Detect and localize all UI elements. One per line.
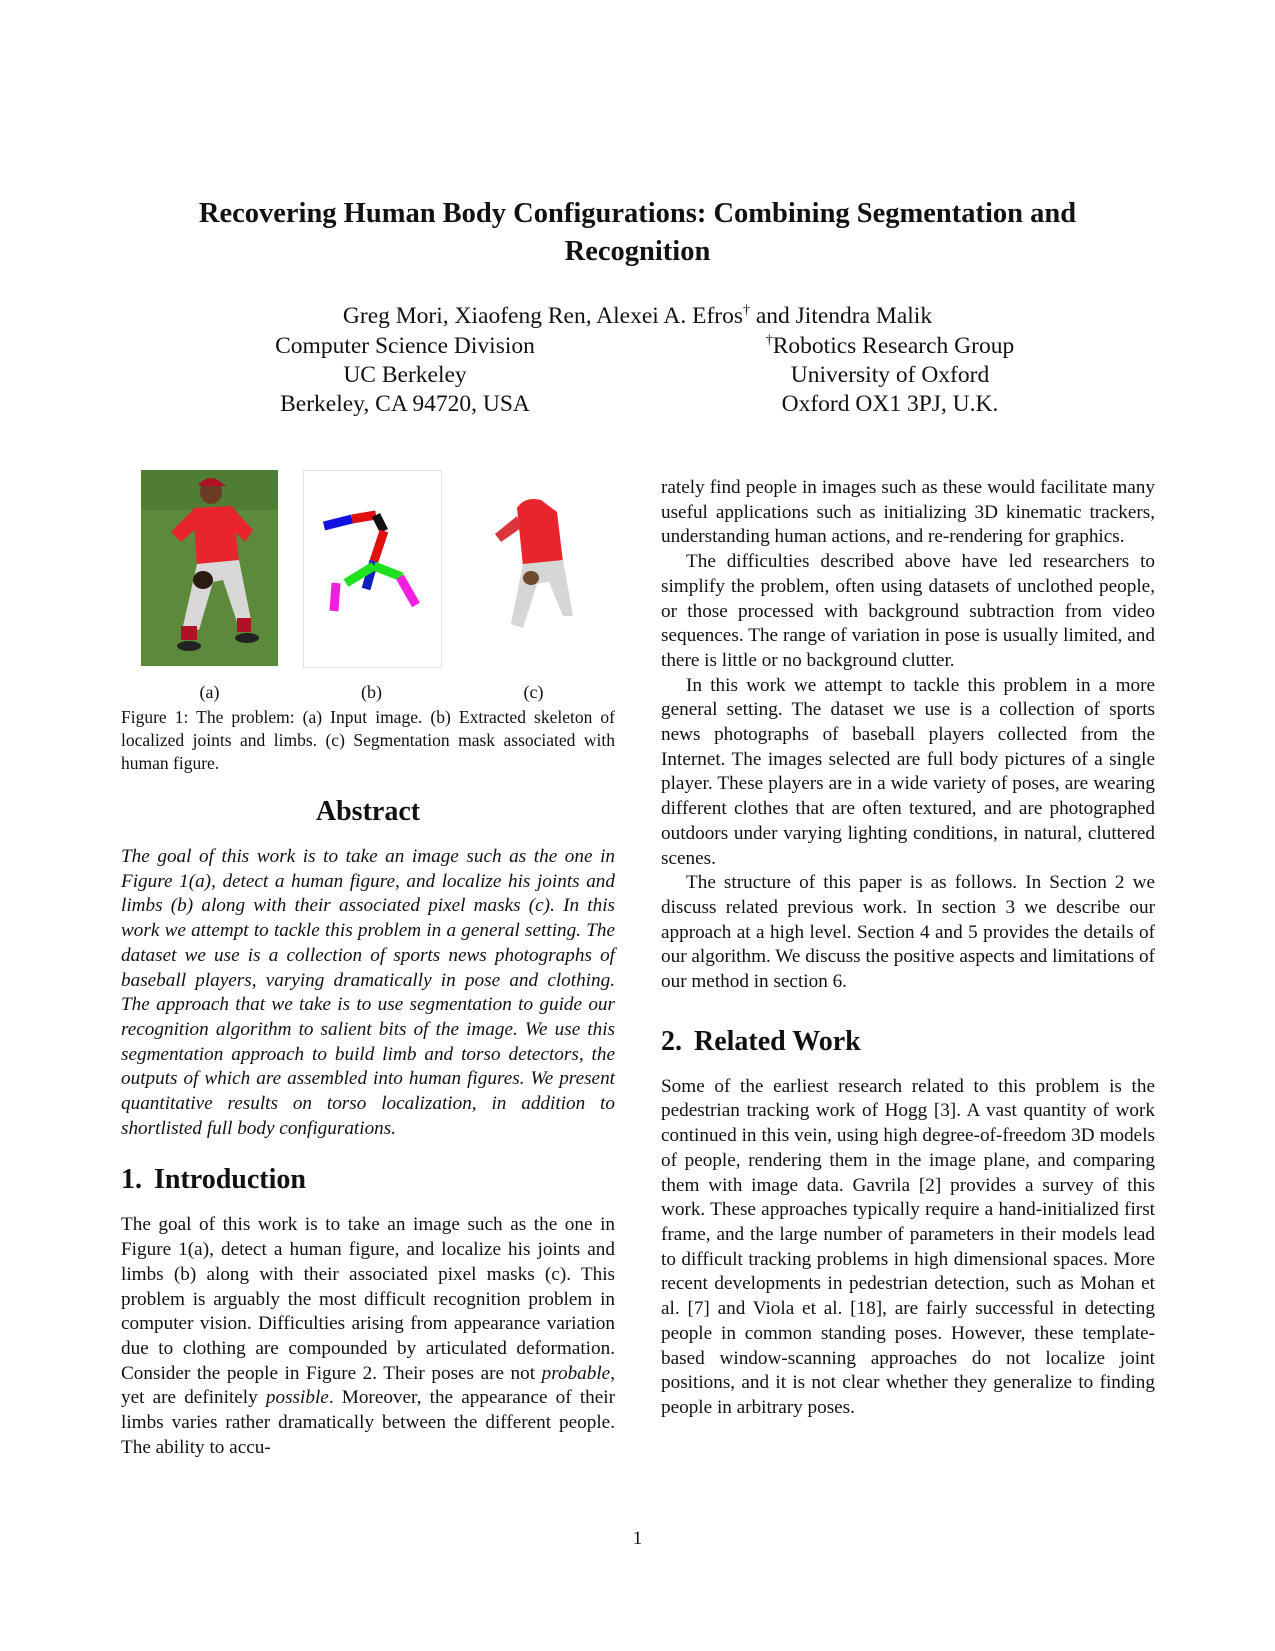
author-last: and Jitendra Malik bbox=[749, 303, 933, 329]
sublabel-a: (a) bbox=[199, 682, 220, 702]
section-number: 2. bbox=[661, 1025, 682, 1057]
affiliation-text: Robotics Research Group bbox=[772, 333, 1015, 359]
skeleton-image bbox=[303, 470, 442, 668]
right-column bbox=[661, 476, 1155, 1421]
affiliation-line: University of Oxford bbox=[790, 362, 990, 388]
segmentation-mask-image bbox=[465, 470, 602, 666]
intro-paragraph-continued: rately find people in images such as these would facilitate many useful applications such as initializing 3D kinematic trackers, understanding human actions, and re-rendering for graphics. bbox=[661, 477, 1155, 548]
intro-paragraph: In this work we attempt to tackle this problem in a more general setting. The dataset we use is a collection of sports news photographs of baseball players collected from the Internet. The images selected are full body pictures of a single player. These players are in a wide variety of poses, are wearing different clothes that are often textured, and are photographed outdoors under varying lighting conditions, in natural, cluttered scenes. bbox=[661, 674, 1155, 869]
text-run: The goal of this work is to take an image such as the one in Figure 1(a), detect a human figure, and localize his joints and limbs (b) along with their associated pixel masks (c). This problem is arguably the most difficult recognition problem in computer vision. Difficulties arising from appearance variation due to clothing are compounded by articulated deformation. Consider the people in Figure 2. Their poses are not bbox=[121, 1214, 615, 1384]
segmentation-mask-drawing bbox=[465, 470, 602, 666]
paper-title: Recovering Human Body Configurations: Combining Segmentation and Recognition bbox=[198, 198, 1077, 267]
section-number: 1. bbox=[121, 1164, 142, 1196]
dagger-mark: † bbox=[742, 303, 750, 319]
abstract-text: The goal of this work is to take an image such as the one in Figure 1(a), detect a human figure, and localize his joints and limbs (b) along with their associated pixel masks (c). In this work we attempt to tackle this problem in a general setting. The dataset we use is a collection of sports news photographs of baseball players, varying dramatically in pose and clothing. The approach that we take is to use segmentation to guide our recognition algorithm to salient bits of the image. We use this segmentation approach to build limb and torso detectors, the outputs of which are assembled into human figures. We present quantitative results on torso localization, in addition to shortlisted full body configurations. bbox=[121, 846, 615, 1139]
author-names: Greg Mori, Xiaofeng Ren, Alexei A. Efros bbox=[342, 303, 743, 329]
affiliation-oxford bbox=[725, 332, 1055, 419]
input-photo-image bbox=[141, 470, 278, 666]
section-heading bbox=[661, 1025, 1155, 1059]
affiliation-line bbox=[725, 332, 1055, 361]
affiliation-berkeley bbox=[240, 332, 570, 419]
left-shin-limb bbox=[334, 583, 336, 611]
text-run: , yet are definitely bbox=[121, 1362, 615, 1409]
right-upper-arm-limb bbox=[376, 515, 384, 531]
baseball-player-photo bbox=[141, 470, 278, 666]
right-thigh-limb bbox=[374, 566, 402, 577]
dagger-mark: † bbox=[765, 333, 773, 349]
affiliation-line: Berkeley, CA 94720, USA bbox=[280, 391, 530, 417]
related-paragraph: Some of the earliest research related to this problem is the pedestrian tracking work of Hogg [3]. A vast quantity of work continued in this vein, using high degree-of-freedom 3D models of people, rendering them in the image plane, and comparing them with image data. Gavrila [2] provides a survey of this work. These approaches typically require a hand-initialized first frame, and the large number of parameters in their models lead to difficult tracking problems in high dimensional spaces. More recent developments in pedestrian detection, such as Mohan et al. [7] and Viola et al. [18], are fairly successful in detecting people in common standing poses. However, these template-based window-scanning approaches do not localize joint positions, and it is not clear whether they generalize to finding people in arbitrary poses. bbox=[661, 1075, 1155, 1418]
figure-caption: Figure 1: The problem: (a) Input image. (b) Extracted skeleton of localized joints and limbs. (c) Segmentation mask associated with human figure. bbox=[121, 707, 615, 773]
emphasis: probable bbox=[541, 1362, 611, 1384]
affiliation-line: UC Berkeley bbox=[343, 362, 467, 388]
left-forearm-limb bbox=[324, 519, 352, 526]
section-heading bbox=[121, 1163, 615, 1197]
intro-paragraph: The structure of this paper is as follows. In Section 2 we discuss related previous work. In section 3 we describe our approach at a high level. Section 4 and 5 provides the details of our algorithm. We discuss the positive aspects and limitations of our method in section 6. bbox=[661, 872, 1155, 993]
affiliation-line: Computer Science Division bbox=[275, 333, 535, 359]
page-number: 1 bbox=[632, 1528, 643, 1549]
abstract-heading: Abstract bbox=[315, 796, 421, 827]
intro-paragraph bbox=[121, 1213, 615, 1460]
emphasis: possible bbox=[265, 1387, 329, 1409]
skeleton-drawing bbox=[304, 471, 441, 667]
right-shin-limb bbox=[400, 577, 416, 605]
left-column bbox=[121, 470, 615, 1460]
sublabel-c: (c) bbox=[523, 682, 544, 702]
section-title: Related Work bbox=[694, 1025, 861, 1057]
affiliation-line: Oxford OX1 3PJ, U.K. bbox=[781, 391, 999, 417]
author-list bbox=[150, 302, 1125, 330]
section-title: Introduction bbox=[154, 1164, 306, 1196]
figure-1 bbox=[121, 470, 615, 680]
sublabel-b: (b) bbox=[361, 682, 382, 702]
figure-sublabels bbox=[121, 680, 615, 706]
text-run: . Moreover, the appearance of their limbs varies rather dramatically between the different people. The ability to accu- bbox=[121, 1387, 615, 1458]
intro-paragraph: The difficulties described above have led researchers to simplify the problem, often using datasets of unclothed people, or those processed with background subtraction from video sequences. The range of variation in pose is usually limited, and there is little or no background clutter. bbox=[661, 551, 1155, 671]
torso-limb bbox=[374, 531, 384, 561]
